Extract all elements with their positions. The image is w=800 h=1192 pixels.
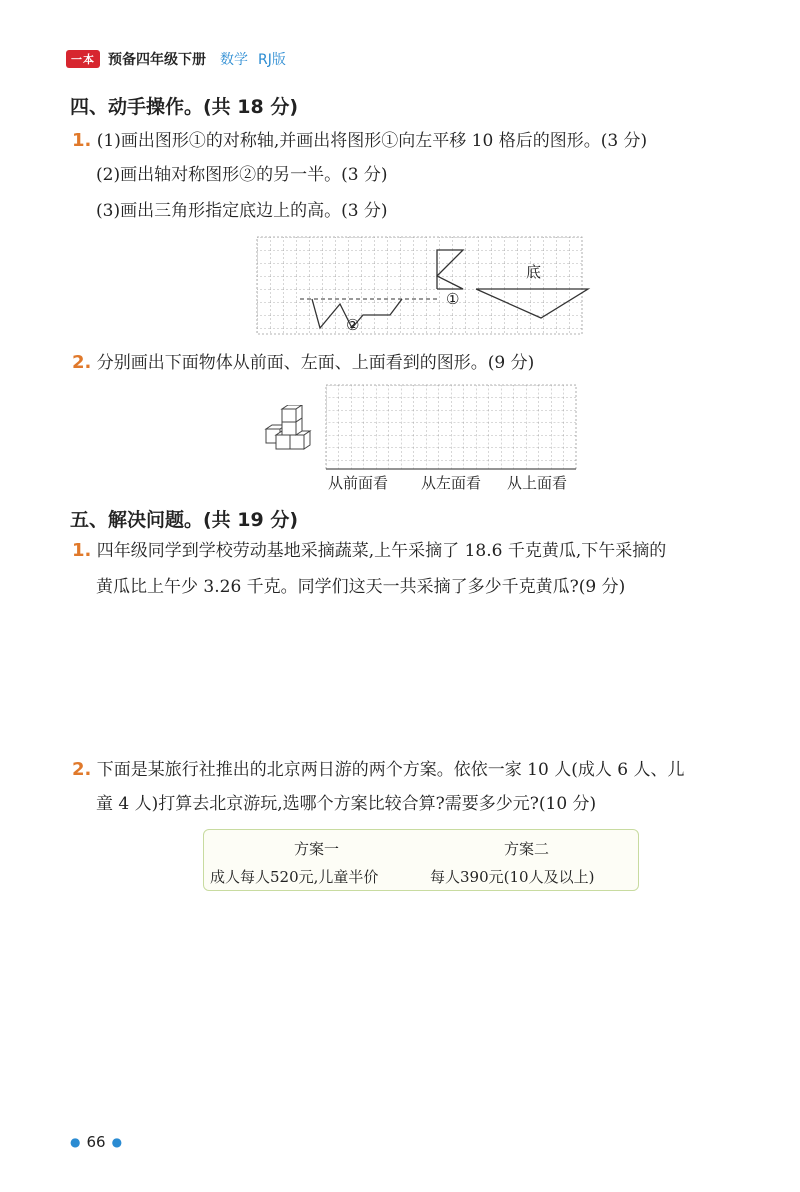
cube-stack-figure xyxy=(262,405,318,453)
question-text: 分别画出下面物体从前面、左面、上面看到的图形。(9 分) xyxy=(96,353,535,373)
question-number: 2. xyxy=(72,759,92,780)
s5-q2-line1 xyxy=(72,760,684,780)
page-header xyxy=(66,48,286,70)
caption-top: 从上面看 xyxy=(507,474,568,492)
plan-b-text: 每人390元(10人及以上) xyxy=(430,868,595,886)
s4-q1-line3: (3)画出三角形指定底边上的高。(3 分) xyxy=(96,201,388,221)
s5-q2-line2: 童 4 人)打算去北京游玩,选哪个方案比较合算?需要多少元?(10 分) xyxy=(96,794,597,814)
section4-title: 四、动手操作。(共 18 分) xyxy=(70,96,299,118)
plan-b-title: 方案二 xyxy=(504,840,550,858)
base-label: 底 xyxy=(526,263,542,281)
s4-q1-line1 xyxy=(72,131,647,151)
s4-q2 xyxy=(72,353,534,373)
plan-a-title: 方案一 xyxy=(294,840,340,858)
dot-icon: ● xyxy=(70,1135,81,1149)
page-number xyxy=(70,1133,122,1151)
question-number: 1. xyxy=(72,540,92,561)
book-title: 预备四年级下册 xyxy=(108,52,206,68)
plan-box xyxy=(203,829,639,891)
question-number: 1. xyxy=(72,130,92,151)
brand-logo: 一本 xyxy=(66,50,100,68)
grid-figure-1 xyxy=(250,232,592,340)
subject-label: 数学 xyxy=(220,52,248,68)
edition-label: RJ版 xyxy=(258,52,286,68)
figure-1-label: ① xyxy=(446,290,460,308)
section5-title: 五、解决问题。(共 19 分) xyxy=(70,509,299,531)
page-number-text: 66 xyxy=(86,1133,106,1151)
question-text: 下面是某旅行社推出的北京两日游的两个方案。依依一家 10 人(成人 6 人、儿 xyxy=(96,760,685,780)
dot-icon: ● xyxy=(111,1135,123,1149)
plan-a-text: 成人每人520元,儿童半价 xyxy=(210,868,379,886)
s4-q1-line2: (2)画出轴对称图形②的另一半。(3 分) xyxy=(96,165,388,185)
caption-front: 从前面看 xyxy=(328,474,389,492)
question-number: 2. xyxy=(72,352,92,373)
s5-q1-line2: 黄瓜比上午少 3.26 千克。同学们这天一共采摘了多少千克黄瓜?(9 分) xyxy=(96,577,626,597)
grid-figure-2 xyxy=(320,381,584,475)
question-text: (1)画出图形①的对称轴,并画出将图形①向左平移 10 格后的图形。(3 分) xyxy=(96,131,648,151)
figure-2-label: ② xyxy=(346,316,360,334)
question-text: 四年级同学到学校劳动基地采摘蔬菜,上午采摘了 18.6 千克黄瓜,下午采摘的 xyxy=(96,541,667,561)
s5-q1-line1 xyxy=(72,541,666,561)
caption-left: 从左面看 xyxy=(421,474,482,492)
